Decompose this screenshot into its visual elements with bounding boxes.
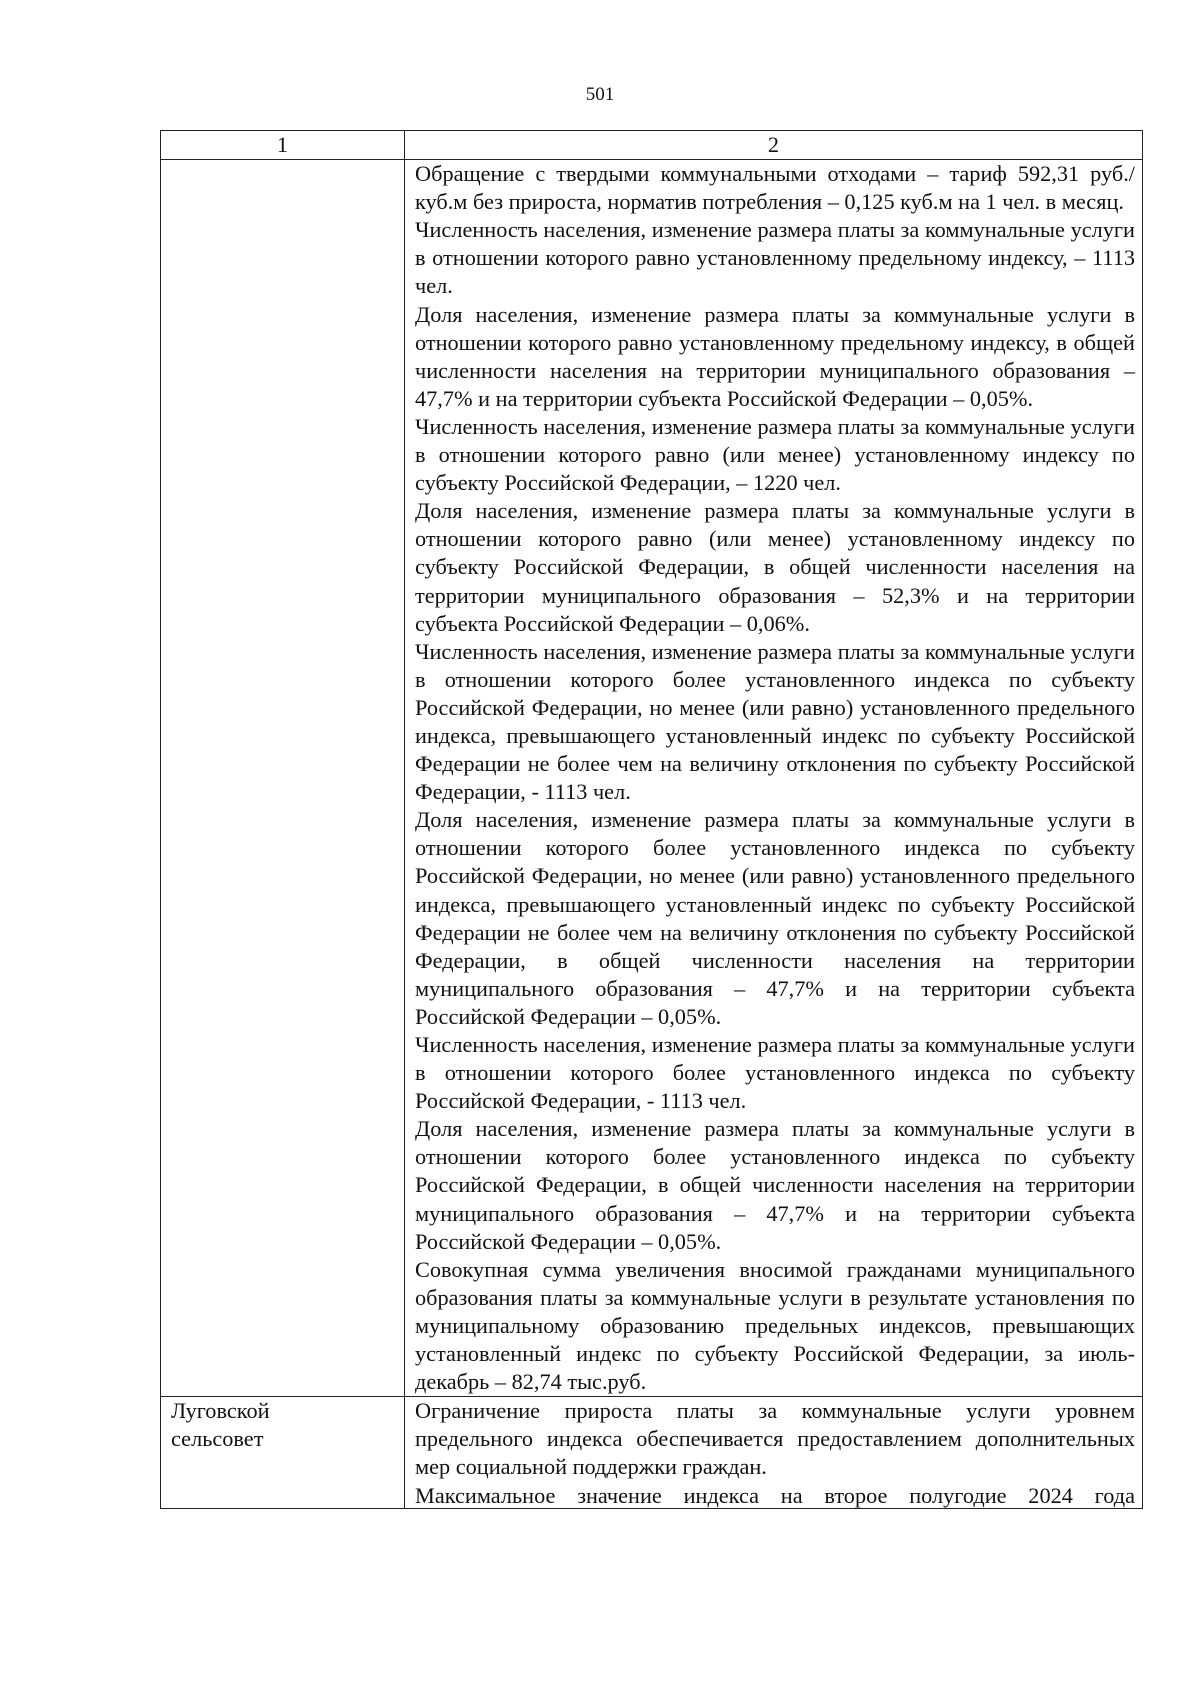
table-header-row [161, 131, 1143, 160]
description-cell [405, 1397, 1143, 1508]
column-header-2: 2 [405, 131, 1143, 160]
tariff-table [160, 130, 1143, 1509]
paragraph: Доля населения, изменение размера платы за коммунальные услуги в отношении которого более установленного индекса по субъекту Российской Федерации, в общей численности населения на территории муниципального образования – 47,7% и на территории субъекта Российской Федерации – 0,05%. [415, 1116, 1135, 1254]
paragraph: Ограничение прироста платы за коммунальные услуги уровнем предельного индекса обеспечивается предоставлением дополнительных мер социальной поддержки граждан. [415, 1398, 1135, 1480]
paragraph: Численность населения, изменение размера платы за коммунальные услуги в отношении которого равно установленному предельному индексу, – 1113 чел. [415, 217, 1135, 299]
region-name: Луговской сельсовет [171, 1398, 270, 1452]
page-number: 501 [585, 84, 615, 105]
region-cell [161, 160, 405, 1397]
paragraph: Максимальное значение индекса на второе полугодие 2024 года [415, 1482, 1135, 1508]
description-cell [405, 160, 1143, 1397]
truncated-line [415, 1482, 1135, 1508]
paragraph: Обращение с твердыми коммунальными отходами – тариф 592,31 руб./куб.м без прироста, норматив потребления – 0,125 куб.м на 1 чел. в месяц. [415, 161, 1135, 215]
paragraph: Доля населения, изменение размера платы за коммунальные услуги в отношении которого более установленного индекса по субъекту Российской Федерации, но менее (или равно) установленного предельного индекса, превышающего установленный индекс по субъекту Российской Федерации не более чем на величину отклонения по субъекту Российской Федерации, в общей численности населения на территории муниципального образования – 47,7% и на территории субъекта Российской Федерации – 0,05%. [415, 807, 1135, 1029]
paragraph: Численность населения, изменение размера платы за коммунальные услуги в отношении которого более установленного индекса по субъекту Российской Федерации, но менее (или равно) установленного предельного индекса, превышающего установленный индекс по субъекту Российской Федерации не более чем на величину отклонения по субъекту Российской Федерации, - 1113 чел. [415, 638, 1135, 805]
table-row [161, 160, 1143, 1397]
paragraph: Совокупная сумма увеличения вносимой гражданами муниципального образования платы за коммунальные услуги в результате установления по муниципальному образованию предельных индексов, превышающих установленный индекс по субъекту Российской Федерации, за июль-декабрь – 82,74 тыс.руб. [415, 1256, 1135, 1395]
paragraph: Доля населения, изменение размера платы за коммунальные услуги в отношении которого равно установленному предельному индексу, в общей численности населения на территории муниципального образования – 47,7% и на территории субъекта Российской Федерации – 0,05%. [415, 301, 1135, 411]
table-row [161, 1397, 1143, 1508]
paragraph: Численность населения, изменение размера платы за коммунальные услуги в отношении которого равно (или менее) установленному индексу по субъекту Российской Федерации, – 1220 чел. [415, 413, 1135, 496]
region-cell [161, 1397, 405, 1508]
column-header-1: 1 [161, 131, 405, 160]
paragraph: Доля населения, изменение размера платы за коммунальные услуги в отношении которого равно (или менее) установленному индексу по субъекту Российской Федерации, в общей численности населения на территории муниципального образования – 52,3% и на территории субъекта Российской Федерации – 0,06%. [415, 498, 1135, 636]
paragraph: Численность населения, изменение размера платы за коммунальные услуги в отношении которого более установленного индекса по субъекту Российской Федерации, - 1113 чел. [415, 1032, 1135, 1114]
